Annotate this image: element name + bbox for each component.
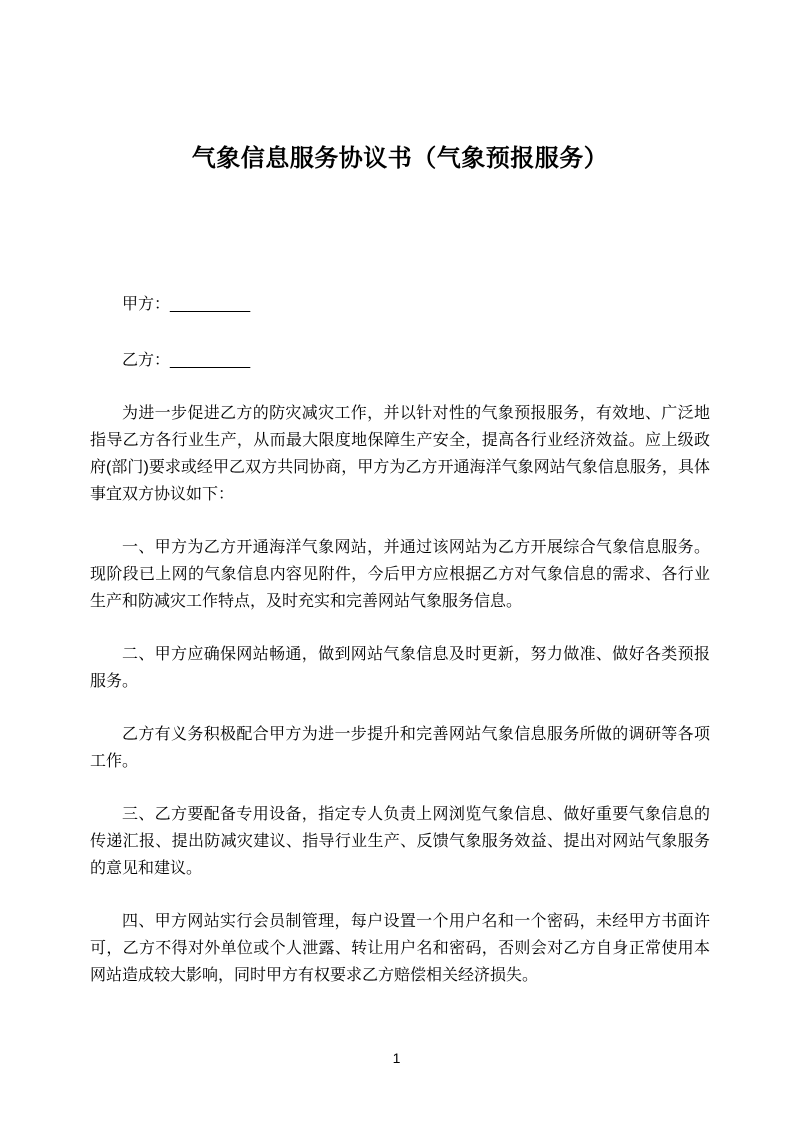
document-title: 气象信息服务协议书（气象预报服务） bbox=[191, 145, 609, 172]
paragraph-clause-3: 三、乙方要配备专用设备，指定专人负责上网浏览气象信息、做好重要气象信息的传递汇报、提出防减灾建议、指导行业生产、反馈气象服务效益、提出对网站气象服务的意见和建议。 bbox=[90, 806, 710, 877]
paragraph-clause-2: 二、甲方应确保网站畅通，做到网站气象信息及时更新，努力做准、做好各类预报服务。 bbox=[90, 646, 710, 690]
party-b-blank: _________ bbox=[170, 352, 251, 369]
party-b-label: 乙方： bbox=[122, 352, 171, 369]
paragraph-clause-4: 四、甲方网站实行会员制管理，每户设置一个用户名和一个密码，未经甲方书面许可，乙方不得对外单位或个人泄露、转让用户名和密码，否则会对乙方自身正常使用本网站造成较大影响，同时甲方有权要求乙方赔偿相关经济损失。 bbox=[90, 913, 710, 984]
paragraph-obligation: 乙方有义务积极配合甲方为进一步提升和完善网站气象信息服务所做的调研等各项工作。 bbox=[90, 726, 710, 770]
page-number: 1 bbox=[392, 1050, 401, 1066]
paragraph-intro: 为进一步促进乙方的防灾减灾工作，并以针对性的气象预报服务，有效地、广泛地指导乙方各行业生产，从而最大限度地保障生产安全，提高各行业经济效益。应上级政府(部门)要求或经甲乙双方共同协商，甲方为乙方开通海洋气象网站气象信息服务，具体事宜双方协议如下： bbox=[90, 405, 710, 503]
party-a-blank: _________ bbox=[170, 296, 251, 313]
paragraph-clause-1: 一、甲方为乙方开通海洋气象网站，并通过该网站为乙方开展综合气象信息服务。现阶段已上网的气象信息内容见附件，今后甲方应根据乙方对气象信息的需求、各行业生产和防减灾工作特点，及时充实和完善网站气象服务信息。 bbox=[90, 539, 710, 610]
party-a-label: 甲方： bbox=[122, 296, 171, 313]
party-a-line bbox=[90, 291, 710, 318]
party-b-line bbox=[90, 347, 710, 374]
